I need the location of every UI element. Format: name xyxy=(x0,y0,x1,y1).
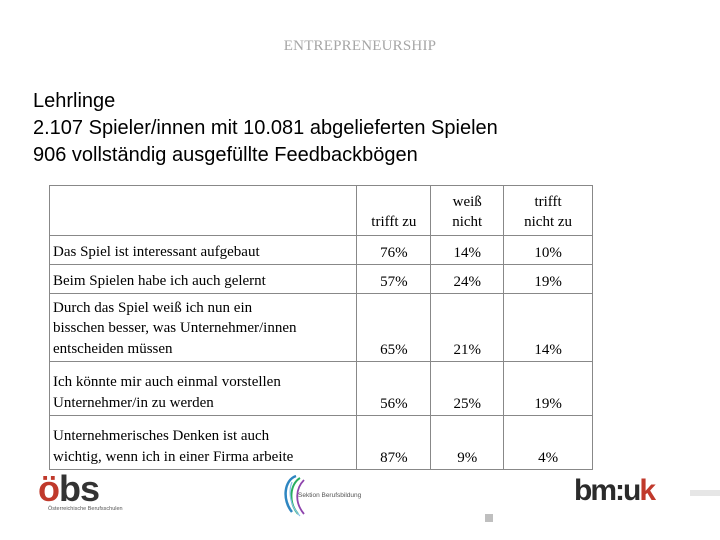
intro-line-feedback: 906 vollständig ausgefüllte Feedbackbögen xyxy=(33,144,418,166)
value-trifft-nicht-zu: 19% xyxy=(504,362,593,416)
table-corner-cell xyxy=(50,186,357,236)
oebs-logo xyxy=(38,468,148,516)
row-label: Durch das Spiel weiß ich nun ein bisschen besser, was Unternehmer/innen entscheiden müssen xyxy=(50,294,357,362)
value-trifft-nicht-zu: 14% xyxy=(504,294,593,362)
table-row xyxy=(50,362,593,416)
value-trifft-nicht-zu: 10% xyxy=(504,236,593,265)
value-weiss-nicht: 24% xyxy=(431,265,504,294)
intro-text xyxy=(33,88,498,169)
sektion-berufsbildung-logo xyxy=(278,470,382,520)
column-header-weiss-nicht: weiß nicht xyxy=(431,186,504,236)
table-row xyxy=(50,265,593,294)
row-label: Unternehmerisches Denken ist auch wichtig, wenn ich in einer Firma arbeite xyxy=(50,416,357,470)
intro-line-audience: Lehrlinge xyxy=(33,90,116,112)
table-header-row xyxy=(50,186,593,236)
survey-results-table xyxy=(49,185,593,470)
bmuk-logo xyxy=(574,474,664,512)
column-header-trifft-nicht-zu: trifft nicht zu xyxy=(504,186,593,236)
column-header-trifft-zu: trifft zu xyxy=(357,186,431,236)
table-row xyxy=(50,294,593,362)
value-trifft-zu: 87% xyxy=(357,416,431,470)
bmuk-logo-wordmark: bm:uk xyxy=(574,474,655,507)
decorative-square xyxy=(485,514,493,522)
value-weiss-nicht: 9% xyxy=(431,416,504,470)
table-row xyxy=(50,416,593,470)
value-trifft-zu: 65% xyxy=(357,294,431,362)
value-trifft-nicht-zu: 19% xyxy=(504,265,593,294)
value-weiss-nicht: 21% xyxy=(431,294,504,362)
row-label: Beim Spielen habe ich auch gelernt xyxy=(50,265,357,294)
decorative-bar xyxy=(690,490,720,496)
intro-line-players: 2.107 Spieler/innen mit 10.081 abgelieferten Spielen xyxy=(33,117,498,139)
oebs-logo-subtitle: Österreichische Berufsschulen xyxy=(48,506,123,512)
table-row xyxy=(50,236,593,265)
sektion-berufsbildung-label: Sektion Berufsbildung xyxy=(298,492,362,499)
oebs-logo-wordmark: öbs xyxy=(38,468,100,509)
value-trifft-zu: 57% xyxy=(357,265,431,294)
section-title: ENTREPRENEURSHIP xyxy=(283,38,437,54)
value-trifft-nicht-zu: 4% xyxy=(504,416,593,470)
row-label: Das Spiel ist interessant aufgebaut xyxy=(50,236,357,265)
value-trifft-zu: 76% xyxy=(357,236,431,265)
row-label: Ich könnte mir auch einmal vorstellen Unternehmer/in zu werden xyxy=(50,362,357,416)
value-weiss-nicht: 14% xyxy=(431,236,504,265)
value-trifft-zu: 56% xyxy=(357,362,431,416)
value-weiss-nicht: 25% xyxy=(431,362,504,416)
